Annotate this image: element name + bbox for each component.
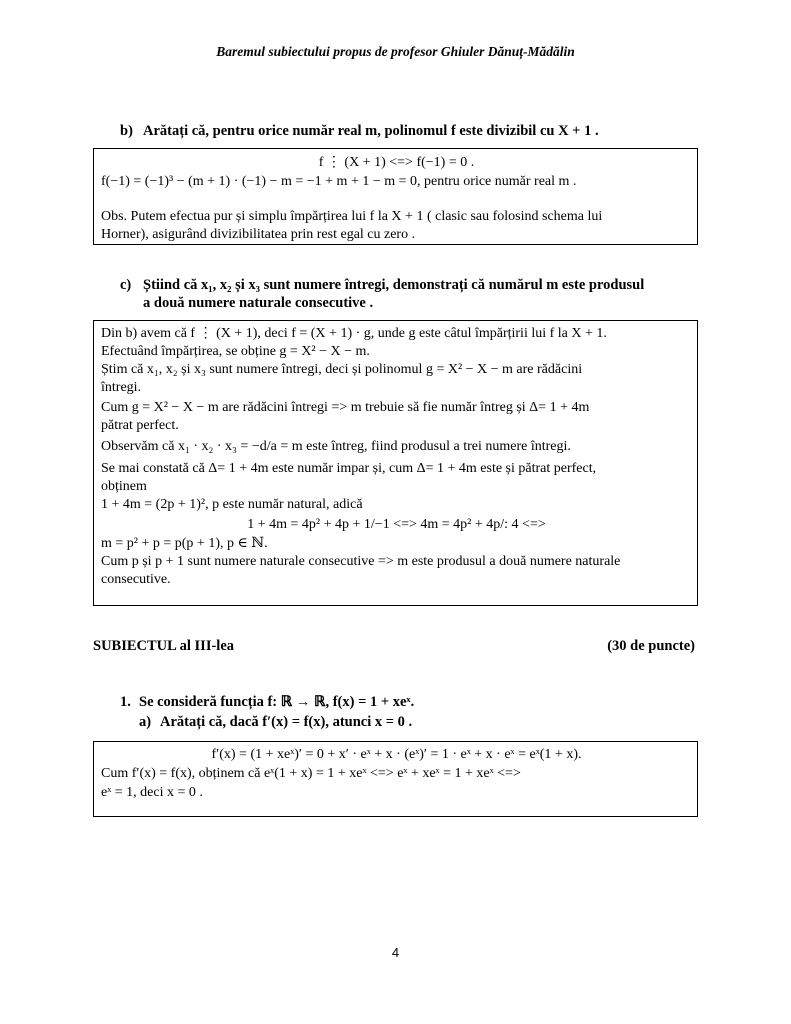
answer-c-line-10: 1 + 4m = (2p + 1)², p este număr natural, adică: [101, 497, 363, 512]
answer-b-line-4: Obs. Putem efectua pur și simplu împărțirea lui f la X + 1 ( clasic sau folosind schema lui: [101, 209, 603, 224]
answer-1a-line-2: Cum f′(x) = f(x), obținem că eˣ(1 + x) = 1 + xeˣ <=> eˣ + xeˣ = 1 + xeˣ <=>: [101, 766, 521, 781]
answer-box-c: [93, 320, 698, 606]
answer-b-line-1: f ⋮ (X + 1) <=> f(−1) = 0 .: [318, 155, 475, 170]
question-c-text-1: Știind că x₁, x₂ și x₃ sunt numere întregi, demonstrați că numărul m este produsul: [143, 277, 645, 293]
question-b-text: Arătați că, pentru orice număr real m, polinomul f este divizibil cu X + 1 .: [143, 123, 599, 139]
section-title: SUBIECTUL al III-lea: [93, 638, 235, 654]
question-b-label: b): [120, 123, 133, 139]
answer-c-line-14: consecutive.: [101, 572, 171, 587]
page-number: 4: [391, 945, 400, 960]
answer-box-1a: [93, 741, 698, 817]
answer-c-line-8: Se mai constată că Δ= 1 + 4m este număr impar și, cum Δ= 1 + 4m este și pătrat perfect,: [101, 461, 597, 476]
answer-c-line-13: Cum p și p + 1 sunt numere naturale consecutive => m este produsul a două numere naturale: [101, 554, 621, 569]
page-header: Baremul subiectului propus de profesor Ghiuler Dănuț-Mădălin: [216, 44, 575, 59]
answer-c-line-4: întregi.: [101, 380, 142, 395]
answer-c-line-3: Știm că x₁, x₂ și x₃ sunt numere întregi, deci și polinomul g = X² − X − m are rădăcini: [101, 362, 583, 377]
answer-c-line-7: Observăm că x₁ · x₂ · x₃ = −d/a = m este întreg, fiind produsul a trei numere întregi.: [101, 439, 571, 454]
section-points: (30 de puncte): [607, 638, 695, 654]
question-1a-text: Arătați că, dacă f′(x) = f(x), atunci x = 0 .: [160, 714, 413, 730]
answer-c-line-2: Efectuând împărțirea, se obține g = X² − X − m.: [101, 344, 370, 359]
question-c-text-2: a două numere naturale consecutive .: [143, 295, 374, 311]
answer-1a-line-1: f′(x) = (1 + xeˣ)′ = 0 + x′ · eˣ + x · (eˣ)′ = 1 · eˣ + x · eˣ = eˣ(1 + x).: [211, 747, 582, 762]
answer-1a-line-3: eˣ = 1, deci x = 0 .: [101, 785, 203, 800]
question-c-label: c): [120, 277, 132, 293]
answer-c-line-12: m = p² + p = p(p + 1), p ∈ ℕ.: [101, 536, 268, 551]
question-1-text: Se consideră funcția f: ℝ → ℝ, f(x) = 1 + xeˣ.: [139, 694, 415, 710]
answer-b-line-2: f(−1) = (−1)³ − (m + 1) · (−1) − m = −1 + m + 1 − m = 0, pentru orice număr real m .: [101, 174, 577, 189]
question-1a-label: a): [139, 714, 152, 730]
answer-c-line-1: Din b) avem că f ⋮ (X + 1), deci f = (X + 1) · g, unde g este câtul împărțirii lui f la X + 1.: [101, 326, 607, 341]
answer-c-line-11: 1 + 4m = 4p² + 4p + 1/−1 <=> 4m = 4p² + 4p/: 4 <=>: [247, 517, 546, 532]
question-1-label: 1.: [120, 694, 131, 710]
answer-b-line-5: Horner), asigurând divizibilitatea prin rest egal cu zero .: [101, 227, 416, 242]
answer-c-line-9: obținem: [101, 479, 147, 494]
answer-c-line-6: pătrat perfect.: [101, 418, 179, 433]
answer-c-line-5: Cum g = X² − X − m are rădăcini întregi => m trebuie să fie număr întreg și Δ= 1 + 4m: [101, 400, 590, 415]
answer-box-b: [93, 148, 698, 245]
